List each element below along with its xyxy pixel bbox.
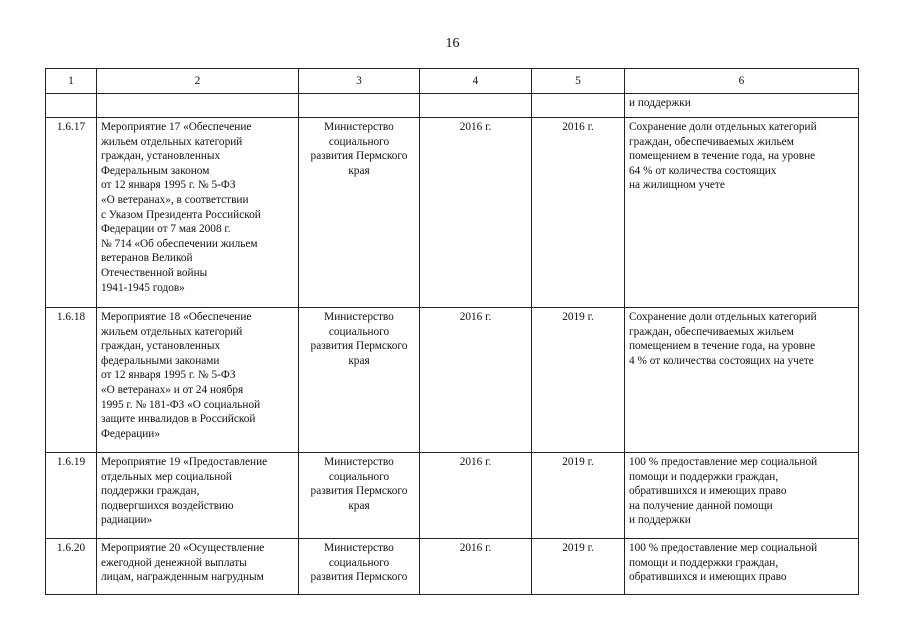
- event-cell: [97, 94, 299, 118]
- start-date-cell: [420, 94, 532, 118]
- column-header: 4: [420, 69, 532, 94]
- start-date-cell: 2016 г.: [420, 308, 532, 453]
- events-table: [45, 68, 859, 595]
- start-date-cell: 2016 г.: [420, 453, 532, 539]
- column-header: 6: [625, 69, 859, 94]
- table-row: [46, 453, 859, 539]
- page-number: 16: [445, 36, 460, 51]
- table-row: [46, 94, 859, 118]
- event-cell: Мероприятие 18 «Обеспечение жильем отдельных категорий граждан, установленных федеральными законами от 12 января 1995 г. № 5-ФЗ «О ветеранах» и от 24 ноября 1995 г. № 181-ФЗ «О социальной защите инвалидов в Российской Федерации»: [97, 308, 299, 453]
- end-date-cell: 2019 г.: [532, 308, 625, 453]
- header-row: [46, 69, 859, 94]
- row-number: [46, 94, 97, 118]
- table-row: [46, 308, 859, 453]
- result-cell: Сохранение доли отдельных категорий граждан, обеспечиваемых жильем помещением в течение года, на уровне 4 % от количества состоящих на учете: [625, 308, 859, 453]
- row-number: 1.6.18: [46, 308, 97, 453]
- table-row: [46, 118, 859, 308]
- end-date-cell: 2016 г.: [532, 118, 625, 308]
- column-header: 5: [532, 69, 625, 94]
- event-cell: Мероприятие 17 «Обеспечение жильем отдельных категорий граждан, установленных Федеральным законом от 12 января 1995 г. № 5-ФЗ «О ветеранах», в соответствии с Указом Президента Российской Федерации от 7 мая 2008 г. № 714 «Об обеспечении жильем ветеранов Великой Отечественной войны 1941-1945 годов»: [97, 118, 299, 308]
- result-cell: и поддержки: [625, 94, 859, 118]
- result-cell: 100 % предоставление мер социальной помощи и поддержки граждан, обратившихся и имеющих право: [625, 539, 859, 595]
- end-date-cell: [532, 94, 625, 118]
- executor-cell: [299, 94, 420, 118]
- event-cell: Мероприятие 19 «Предоставление отдельных мер социальной поддержки граждан, подвергшихся воздействию радиации»: [97, 453, 299, 539]
- row-number: 1.6.17: [46, 118, 97, 308]
- end-date-cell: 2019 г.: [532, 453, 625, 539]
- start-date-cell: 2016 г.: [420, 539, 532, 595]
- column-header: 2: [97, 69, 299, 94]
- result-cell: Сохранение доли отдельных категорий граждан, обеспечиваемых жильем помещением в течение года, на уровне 64 % от количества состоящих на жилищном учете: [625, 118, 859, 308]
- column-header: 3: [299, 69, 420, 94]
- executor-cell: Министерство социального развития Пермского края: [299, 118, 420, 308]
- executor-cell: Министерство социального развития Пермского края: [299, 453, 420, 539]
- end-date-cell: 2019 г.: [532, 539, 625, 595]
- row-number: 1.6.19: [46, 453, 97, 539]
- event-cell: Мероприятие 20 «Осуществление ежегодной денежной выплаты лицам, награжденным нагрудным: [97, 539, 299, 595]
- table-row: [46, 539, 859, 595]
- column-header: 1: [46, 69, 97, 94]
- start-date-cell: 2016 г.: [420, 118, 532, 308]
- executor-cell: Министерство социального развития Пермского края: [299, 308, 420, 453]
- result-cell: 100 % предоставление мер социальной помощи и поддержки граждан, обратившихся и имеющих право на получение данной помощи и поддержки: [625, 453, 859, 539]
- row-number: 1.6.20: [46, 539, 97, 595]
- executor-cell: Министерство социального развития Пермского: [299, 539, 420, 595]
